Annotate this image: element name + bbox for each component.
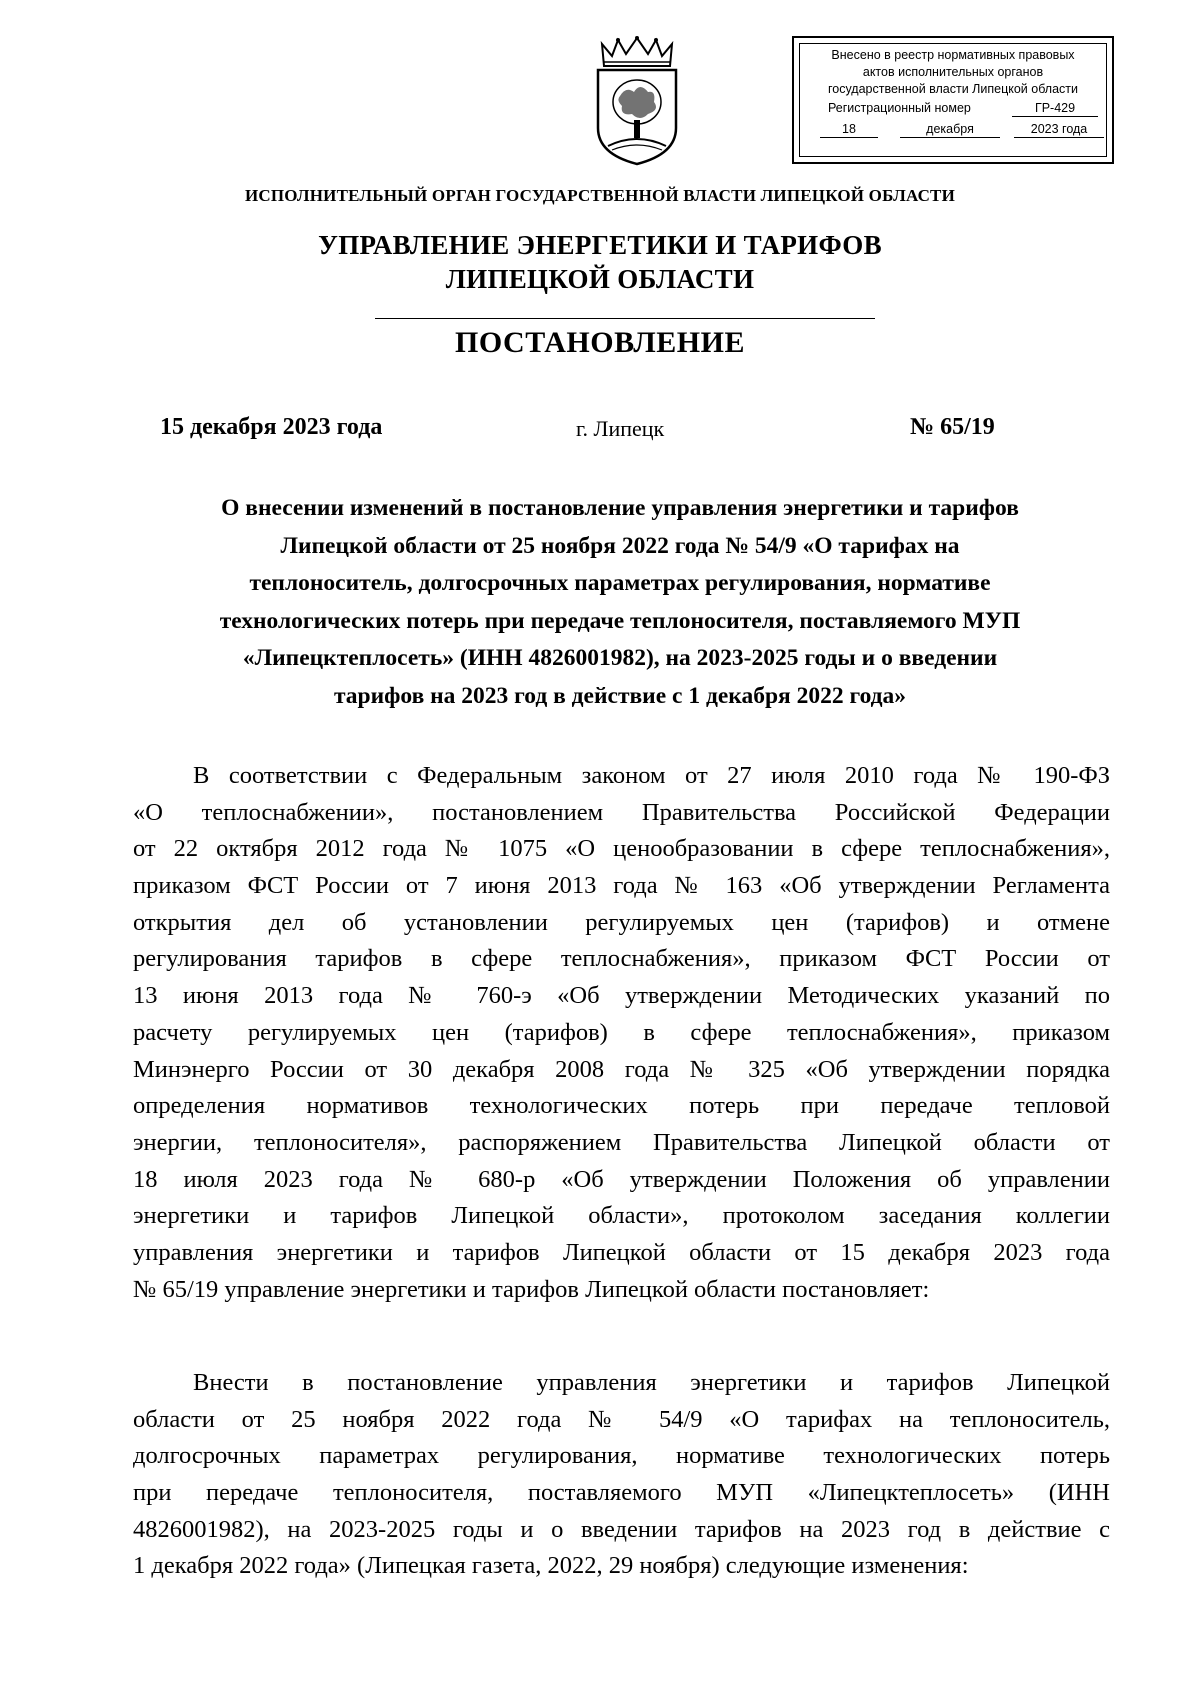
- text-line: Внести в постановление управления энергетики и тарифов Липецкой: [193, 1369, 1110, 1396]
- text-line: приказом ФСТ России от 7 июня 2013 года № 163 «Об утверждении Регламента: [133, 872, 1110, 900]
- text-line: управления энергетики и тарифов Липецкой области от 15 декабря 2023 года: [133, 1238, 1110, 1266]
- department-name-line-2: ЛИПЕЦКОЙ ОБЛАСТИ: [445, 264, 755, 294]
- text-line: 1 декабря 2022 года» (Липецкая газета, 2022, 29 ноября) следующие изменения:: [133, 1552, 969, 1580]
- text-line: долгосрочных параметрах регулирования, нормативе технологических потерь: [133, 1442, 1110, 1470]
- text-line: энергетики и тарифов Липецкой области», протоколом заседания коллегии: [133, 1202, 1110, 1230]
- coat-of-arms-emblem: [590, 36, 684, 166]
- title-line: технологических потерь при передаче теплоносителя, поставляемого МУП: [219, 607, 1021, 634]
- registration-number: ГР-429: [1012, 101, 1098, 117]
- text-line: В соответствии с Федеральным законом от 27 июля 2010 года № 190-ФЗ: [193, 762, 1110, 789]
- text-line: определения нормативов технологических потерь при передаче тепловой: [133, 1092, 1110, 1120]
- text-line: 4826001982), на 2023-2025 годы и о введении тарифов на 2023 год в действие с: [133, 1515, 1110, 1543]
- title-line: «Липецктеплосеть» (ИНН 4826001982), на 2023-2025 годы и о введении: [242, 645, 998, 671]
- document-date: 15 декабря 2023 года: [160, 414, 383, 440]
- registry-year: 2023 года: [1014, 122, 1104, 138]
- title-line: Липецкой области от 25 ноября 2022 года № 54/9 «О тарифах на: [280, 532, 960, 559]
- title-line: теплоноситель, долгосрочных параметрах регулирования, нормативе: [249, 570, 991, 596]
- text-line: 18 июля 2023 года № 680-р «Об утверждении Положения об управлении: [133, 1165, 1110, 1193]
- text-line: Минэнерго России от 30 декабря 2008 года № 325 «Об утверждении порядка: [133, 1055, 1110, 1083]
- text-line: при передаче теплоносителя, поставляемого МУП «Липецктеплосеть» (ИНН: [133, 1479, 1110, 1507]
- registry-stamp: [792, 36, 1114, 164]
- document-city: г. Липецк: [576, 416, 665, 441]
- text-line: 13 июня 2013 года № 760-э «Об утверждении Методических указаний по: [133, 982, 1110, 1010]
- document-title: [130, 490, 1110, 715]
- text-line: регулирования тарифов в сфере теплоснабжения», приказом ФСТ России от: [133, 945, 1110, 973]
- registry-line-1: Внесено в реестр нормативных правовых: [831, 48, 1075, 62]
- registry-month: декабря: [900, 122, 1000, 138]
- text-line: открытия дел об установлении регулируемых цен (тарифов) и отмене: [133, 908, 1110, 936]
- title-line: тарифов на 2023 год в действие с 1 декабря 2022 года»: [333, 682, 907, 709]
- header-divider: [375, 318, 875, 319]
- registration-number-label: Регистрационный номер: [828, 101, 971, 115]
- registry-line-3: государственной власти Липецкой области: [827, 82, 1079, 96]
- text-line: расчету регулируемых цен (тарифов) в сфере теплоснабжения», приказом: [133, 1018, 1110, 1046]
- text-line: № 65/19 управление энергетики и тарифов Липецкой области постановляет:: [133, 1275, 930, 1303]
- document-type: ПОСТАНОВЛЕНИЕ: [455, 326, 745, 359]
- authority-heading: ИСПОЛНИТЕЛЬНЫЙ ОРГАН ГОСУДАРСТВЕННОЙ ВЛАСТИ ЛИПЕЦКОЙ ОБЛАСТИ: [244, 186, 956, 205]
- text-line: от 22 октября 2012 года № 1075 «О ценообразовании в сфере теплоснабжения»,: [133, 835, 1110, 863]
- text-line: «О теплоснабжении», постановлением Правительства Российской Федерации: [133, 798, 1110, 826]
- registry-day: 18: [820, 122, 878, 138]
- document-number: № 65/19: [910, 414, 995, 440]
- department-name-line-1: УПРАВЛЕНИЕ ЭНЕРГЕТИКИ И ТАРИФОВ: [318, 230, 882, 260]
- text-line: энергии, теплоносителя», распоряжением Правительства Липецкой области от: [133, 1128, 1110, 1156]
- title-line: О внесении изменений в постановление управления энергетики и тарифов: [221, 495, 1019, 521]
- text-line: области от 25 ноября 2022 года № 54/9 «О тарифах на теплоноситель,: [133, 1405, 1110, 1433]
- registry-line-2: актов исполнительных органов: [862, 65, 1044, 79]
- preamble-paragraph: [133, 758, 1110, 1308]
- amendment-paragraph: [133, 1365, 1110, 1585]
